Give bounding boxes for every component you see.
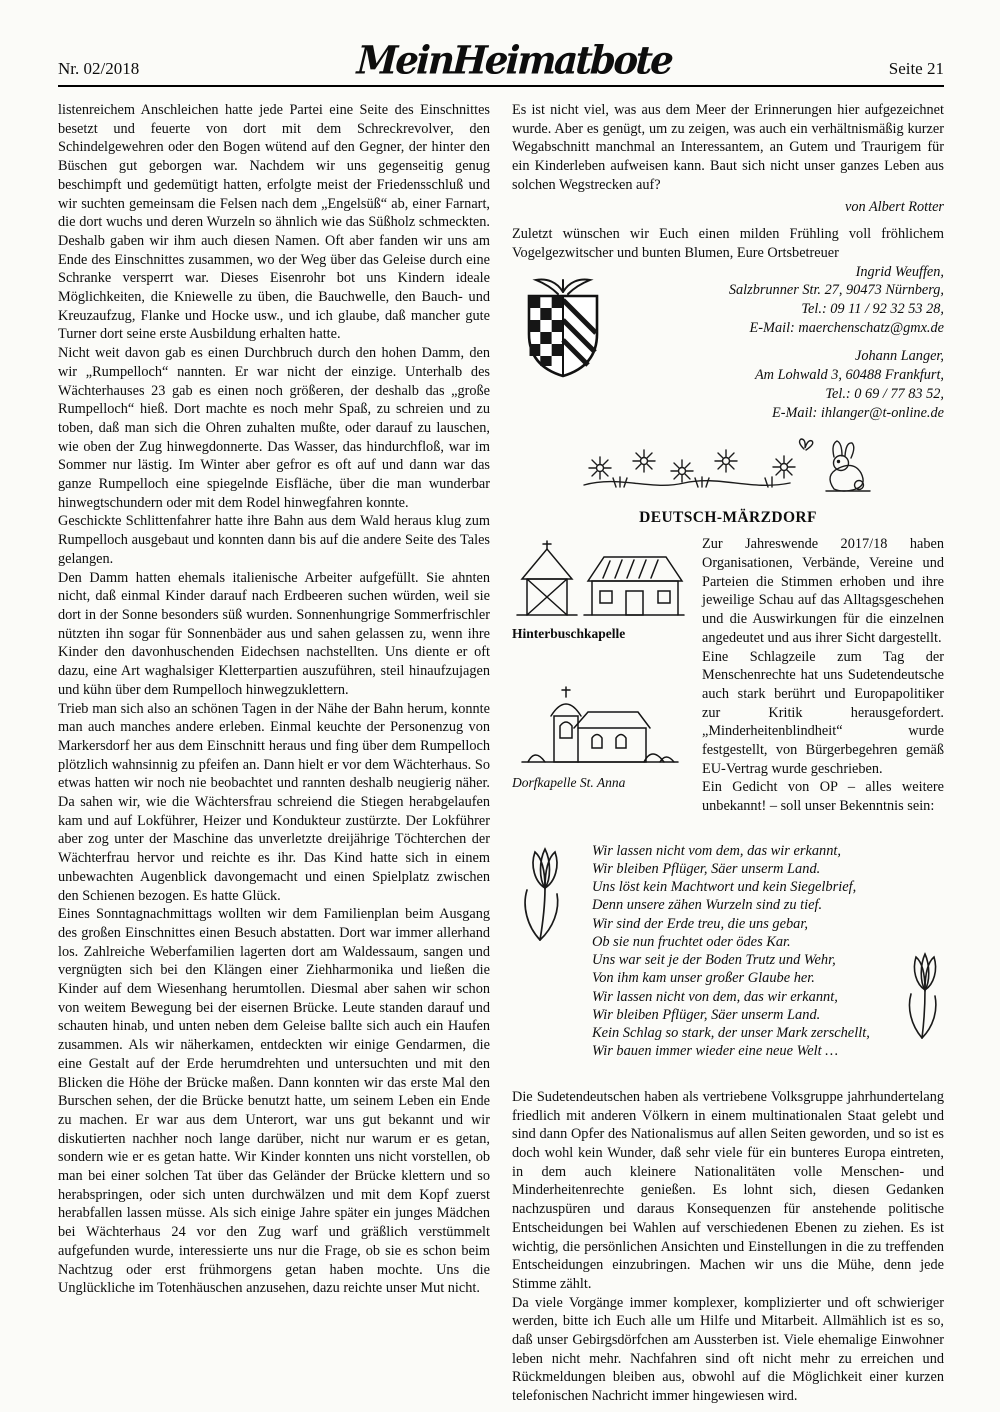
closing-section <box>512 1088 944 1406</box>
butterfly-icon <box>800 439 813 450</box>
poem-line: Ob sie nun fruchtet oder ödes Kar. <box>592 933 791 950</box>
author-byline: von Albert Rotter <box>844 198 944 215</box>
contact-name: Johann Langer, <box>855 348 944 365</box>
contact-address: Salzbrunner Str. 27, 90473 Nürnberg, <box>728 282 944 299</box>
poem-line: Wir lassen nicht von dem, das wir erkannt, <box>592 988 838 1005</box>
poem-section <box>512 842 944 1074</box>
dorfkapelle-figure <box>512 680 688 793</box>
flower-icon <box>671 460 693 482</box>
issue-number: Nr. 02/2018 <box>58 59 140 78</box>
flower-icon <box>633 450 655 472</box>
contact-address: Am Lohwald 3, 60488 Frankfurt, <box>754 367 944 384</box>
figure-caption: Dorfkapelle St. Anna <box>512 775 626 791</box>
body-paragraph: Zur Jahreswende 2017/18 haben Organisationen, Verbände, Vereine und Parteien die Stimmen erhoben und ihre jeweilige Schau auf das Alltagsgeschehen und die Auswirkungen für die einzelnen angedeutet und aus ihrer Sicht dargestellt. <box>702 536 944 646</box>
poem-line: Uns war seit je der Boden Trutz und Wehr, <box>592 952 836 969</box>
body-paragraph: listenreichem Anschleichen hatte jede Partei eine Seite des Einschnittes besetzt und feuerte von dort mit dem Schreckrevolver, den Schindelgewehren oder den Bogen wütend auf den Gegner, der hinter den Büschen gut geborgen war. Nachdem wir uns gegenseitig genug beschimpft und gedemütigt hatten, erfolgte meist der Friedensschluß und wir suchten gemeinsam die Felsen nach dem „Engelsüß“ ab, einer Farnart, die dort wuchs und deren Wurzeln so ähnlich wie das Süßholz schmeckten. Deshalb gaben wir ihm auch diesen Namen. Oft aber fanden wir uns am Ende des Einschnittes zusammen, wo der Weg über das Geleise durch eine Schranke versperrt war. Dieses Eisenrohr bot uns Kindern ideale Möglichkeiten, die Kniewelle zu üben, die Bauchwelle, den Bauch- und Kreuzaufzug, Flanke und Hocke usw., und ich glaube, daß mancher gute Turner dort seine erste Ausbildung erhalten hatte. <box>58 102 490 343</box>
body-paragraph: Ein Gedicht von OP – alles weitere unbekannt! – soll unser Bekenntnis sein: <box>702 779 944 815</box>
contact-name: Ingrid Weuffen, <box>855 263 944 280</box>
poem-line: Denn unsere zähen Wurzeln sind zu tief. <box>592 897 823 914</box>
body-paragraph: Geschickte Schlittenfahrer hatte ihre Bahn aus dem Wald heraus klug zum Rumpelloch ausgebaut und konnten dann bis auf die andere Seite des Tales gelangen. <box>58 513 490 567</box>
left-column <box>58 101 490 1406</box>
section-heading: DEUTSCH-MÄRZDORF <box>639 508 817 526</box>
maerzdorf-section <box>512 535 944 816</box>
flower-icon <box>589 457 611 479</box>
dorfkapelle-illustration <box>520 680 680 772</box>
right-column <box>512 101 944 1406</box>
figure-caption: Hinterbuschkapelle <box>512 626 626 642</box>
page-number: Seite 21 <box>888 59 944 78</box>
body-paragraph: Den Damm hatten ehemals italienische Arbeiter aufgefüllt. Sie ahnten nicht, daß einmal Kinder darauf nach Erdbeeren suchen würden, weil sie dort in der Sonne besonders süß wurden. Sonnenhungrige Sommerfrischler nützten ihn sogar für Sonnenbäder aus und sahen gelassen zu, wenn ihre Kinder den davonhuschenden Eidechsen nachstellten. Uns diente er oft dazu, eine Art waghalsiger Kletterpartien auszuführen, steil hinaufzujagen und kühn über dem Rumpelloch hinwegzuklettern. <box>58 569 490 698</box>
poem-line: Kein Schlag so stark, der unser Mark zerschellt, <box>592 1024 870 1041</box>
poem-line: Wir bleiben Pflüger, Säer unserm Land. <box>592 1006 821 1023</box>
flower-icon <box>715 450 737 472</box>
body-paragraph: Eine Schlagzeile zum Tag der Menschenrechte hat uns Sudetendeutsche auch stark berührt und Europapolitiker zur Kritik herausgefordert. „Minderheitenblindheit“ wurde festgestellt, von Bürgerbegehren gemäß EU-Vertrag wurde geschrieben. <box>702 648 944 777</box>
hinterbuschkapelle-figure <box>512 537 688 644</box>
coat-of-arms-icon <box>516 275 610 383</box>
rabbit-icon <box>826 441 870 491</box>
body-paragraph: Es ist nicht viel, was aus dem Meer der Erinnerungen hier aufgezeichnet wurde. Aber es genügt, um zu zeigen, was auch ein verhältnismäßig kurzer Wegabschnitt manchmal an Interessantem, an Gutem und Traurigem für ein Kinderleben aufweisen kann. Baut sich nicht unser ganzes Leben aus solchen Wegstrecken auf? <box>512 102 944 193</box>
masthead-title: MeinHeimatbote <box>355 36 673 84</box>
flower-border-illustration <box>512 437 944 501</box>
poem-text <box>512 842 944 1060</box>
poem-line: Wir bleiben Pflüger, Säer unserm Land. <box>592 861 821 878</box>
contact-phone: Tel.: 0 69 / 77 83 52, <box>825 385 944 402</box>
hinterbuschkapelle-illustration <box>514 537 686 623</box>
flower-icon <box>773 456 795 478</box>
poem-line: Von ihm kam unser großer Glaube her. <box>592 970 815 987</box>
contact-section <box>512 263 944 431</box>
body-paragraph: Nicht weit davon gab es einen Durchbruch durch den hohen Damm, den wir „Rumpelloch“ nannten. Er war nicht der einzige. Unterhalb des Wächterhauses 23 gab es einen noch größeren, der deshalb das „große Rumpelloch“ hieß. Dort machte es noch mehr Spaß, zu schreien und zu toben, daß man sich die Ohren zuhalten mußte, oder darauf zu lauschen, wie oben der Zug hinwegdonnerte. Das Wasser, das hindurchfloß, war im Sommer nur lästig. Im Winter aber gefror es oft auf und dann war das ganze Rumpelloch eine spiegelnde Eisfläche, über die man wunderbar hinwegtschundern oder mit dem Rodel hinwegfahren konnte. <box>58 345 490 511</box>
greeting-paragraph: Zuletzt wünschen wir Euch einen milden Frühling voll fröhlichem Vogelgezwitscher und bunten Blumen, Eure Ortsbetreuer <box>512 226 944 261</box>
poem-line: Wir lassen nicht vom dem, das wir erkannt, <box>592 842 842 859</box>
page-header <box>58 36 944 82</box>
body-paragraph: Die Sudetendeutschen haben als vertriebene Volksgruppe jahrhundertelang friedlich mit anderen Völkern in einem multinationalen Staat gelebt und sind dann Opfer des Nationalismus auf allen Seiten geworden, und so ist es doch wohl kein Wunder, daß sehr viele für ein bunteres Europa eintreten, in dem auch kleinere Nationalitäten volle Menschen- und Minderheitenrechte genießen. Es lohnt sich, diesen Gedanken nachzuspüren und daraus Konsequenzen für anstehende politische Entscheidungen bei Wahlen auf verschiedenen Ebenen zu ziehen. Es ist wichtig, die persönlichen Ansichten und Einstellungen in die zu treffenden Entscheidungen einzubringen. Machen wir uns die Mühe, denn jede Stimme zählt. <box>512 1088 944 1292</box>
poem-line: Wir bauen immer wieder eine neue Welt … <box>592 1043 839 1060</box>
crocus-left-icon <box>514 844 576 944</box>
poem-line: Uns löst kein Machtwort und kein Siegelbrief, <box>592 879 857 896</box>
contact-email: E-Mail: maerchenschatz@gmx.de <box>749 319 944 336</box>
body-paragraph: Da viele Vorgänge immer komplexer, komplizierter und oft schwieriger werden, bitte ich Euch alle um Hilfe und Mitarbeit. Allmählich ist es so, daß unser Gebirgsdörfchen am Aussterben ist. Viele ehemalige Einwohner leben nicht mehr. Nachfahren sind oft nicht mehr zu erreichen und Rückmeldungen bleiben aus, obwohl auf die Möglichkeit einer kurzen telefonischen Nachricht immer hingewiesen wird. <box>512 1294 944 1405</box>
header-rule <box>58 85 944 87</box>
poem-line: Wir sind der Erde treu, die uns gebar, <box>592 915 808 932</box>
body-paragraph: Trieb man sich also an schönen Tagen in der Nähe der Bahn herum, konnte man auch manches andere erleben. Einmal keuchte der Personenzug von Markersdorf her aus dem Einschnitt heraus und fing über dem Rumpelloch plötzlich wahnsinnig zu pfeifen an. Dann hielt er vor dem Wächterhaus. So etwas hatten wir noch nie beobachtet und rannten deshalb neugierig näher. Da sahen wir, wie die Wächtersfrau schreiend die Stiegen herabgelaufen kam und auf Lokführer, Heizer und Kondukteur zustürzte. Der Lokführer aber zog unter der Maschine das unverletzte dreijährige Töchterchen der Wächterfrau hervor und reichte es ihr. Das Kind hatte sich in einem unbewachten Augenblick davongemacht und einen Spielplatz zwischen den Schienen bezogen. Es hatte Glück. <box>58 700 490 904</box>
crocus-right-icon <box>900 950 950 1042</box>
contact-phone: Tel.: 09 11 / 92 32 53 28, <box>801 301 944 318</box>
contact-email: E-Mail: ihlanger@t-online.de <box>772 404 944 421</box>
two-column-body <box>58 101 944 1406</box>
body-paragraph: Eines Sonntagnachmittags wollten wir dem Familienplan beim Ausgang des großen Einschnittes einen Besuch abstatten. Dort war immer allerhand los. Zahlreiche Weberfamilien lagerten dort am Waldessaum, sangen und vergnügten sich bei den Klängen einer Ziehharmonika und ließen die Kinder auf dem Wiesenhang herumtollen. Diesmal aber sahen wir schon von weitem Bewegung bei der eisernen Brücke. Leute standen darauf und schauten hinab, und unten neben dem Geleise ballte sich auch ein Haufen zusammen. Als wir näherkamen, entdeckten wir einige Gendarmen, die eine Gestalt auf der Erde herumdrehten und untersuchten und mit den Blicken die Höhe der Brücke maßen. Dann konnten wir das erste Mal den Burschen sehen, der die Brücke benutzt hatte, um seinem Leben ein Ende zu machen. Er war aus dem Unterort, war uns gut bekannt und wir diskutierten nachher noch lange darüber, nicht nur warum er es getan, sondern wie er es getan hatte. Wir Kinder konnten uns nicht vorstellen, ob man bei einer solchen Tat über das Geländer der Brücke klettern und so herabspringen, oder sich unten durchwälzen und mit dem Kopf zuerst herabfallen lassen müsse. Als sich einige Jahre später ein junges Mädchen bei Wächterhaus 24 vor den Zug warf und gräßlich verstümmelt aufgefunden wurde, interessierte uns nur die Frage, ob sie es schon beim Nachtzug oder erst frühmorgens getan haben mochte. Uns die Unglückliche im Totenhäuschen anzusehen, dazu reichte unser Mut nicht. <box>58 906 490 1297</box>
